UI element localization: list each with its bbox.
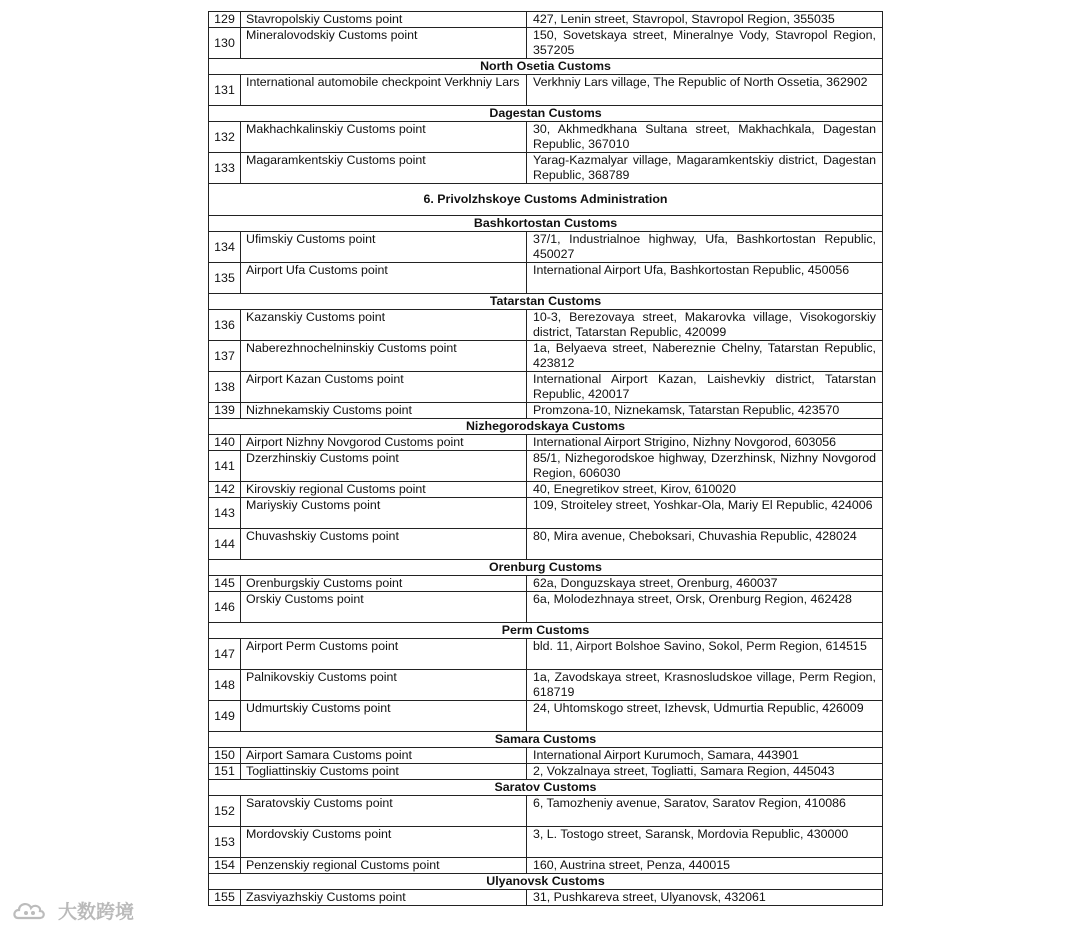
table-row xyxy=(209,28,883,59)
section-heading-row xyxy=(209,419,883,435)
customs-point-name: Togliattinskiy Customs point xyxy=(241,764,527,780)
row-number: 139 xyxy=(209,403,241,419)
customs-point-address: 85/1, Nizhegorodskoe highway, Dzerzhinsk, Nizhny Novgorod Region, 606030 xyxy=(527,451,883,482)
section-heading: Orenburg Customs xyxy=(209,560,883,576)
customs-point-address: 30, Akhmedkhana Sultana street, Makhachkala, Dagestan Republic, 367010 xyxy=(527,122,883,153)
customs-point-name: International automobile checkpoint Verkhniy Lars xyxy=(241,75,527,106)
row-number: 134 xyxy=(209,232,241,263)
table-row xyxy=(209,890,883,906)
customs-point-address: 62a, Donguzskaya street, Orenburg, 460037 xyxy=(527,576,883,592)
customs-point-name: Dzerzhinskiy Customs point xyxy=(241,451,527,482)
customs-point-address: 3, L. Tostogo street, Saransk, Mordovia Republic, 430000 xyxy=(527,827,883,858)
customs-point-name: Makhachkalinskiy Customs point xyxy=(241,122,527,153)
row-number: 148 xyxy=(209,670,241,701)
customs-point-address: International Airport Kazan, Laishevkiy district, Tatarstan Republic, 420017 xyxy=(527,372,883,403)
row-number: 137 xyxy=(209,341,241,372)
customs-point-name: Kirovskiy regional Customs point xyxy=(241,482,527,498)
table-row xyxy=(209,482,883,498)
customs-point-address: International Airport Kurumoch, Samara, 443901 xyxy=(527,748,883,764)
row-number: 151 xyxy=(209,764,241,780)
table-row xyxy=(209,576,883,592)
row-number: 132 xyxy=(209,122,241,153)
customs-point-name: Airport Kazan Customs point xyxy=(241,372,527,403)
section-heading-row xyxy=(209,780,883,796)
customs-point-address: Yarag-Kazmalyar village, Magaramkentskiy district, Dagestan Republic, 368789 xyxy=(527,153,883,184)
row-number: 147 xyxy=(209,639,241,670)
table-row xyxy=(209,451,883,482)
customs-point-address: 109, Stroiteley street, Yoshkar-Ola, Mariy El Republic, 424006 xyxy=(527,498,883,529)
customs-point-name: Airport Nizhny Novgorod Customs point xyxy=(241,435,527,451)
customs-point-name: Airport Samara Customs point xyxy=(241,748,527,764)
customs-point-address: 1a, Zavodskaya street, Krasnosludskoe village, Perm Region, 618719 xyxy=(527,670,883,701)
row-number: 136 xyxy=(209,310,241,341)
customs-point-address: bld. 11, Airport Bolshoe Savino, Sokol, Perm Region, 614515 xyxy=(527,639,883,670)
watermark xyxy=(12,897,134,924)
row-number: 150 xyxy=(209,748,241,764)
section-heading-row xyxy=(209,623,883,639)
row-number: 143 xyxy=(209,498,241,529)
customs-point-name: Penzenskiy regional Customs point xyxy=(241,858,527,874)
customs-point-name: Chuvashskiy Customs point xyxy=(241,529,527,560)
section-heading: Bashkortostan Customs xyxy=(209,216,883,232)
customs-point-name: Magaramkentskiy Customs point xyxy=(241,153,527,184)
table-row xyxy=(209,263,883,294)
table-row xyxy=(209,701,883,732)
customs-point-name: Airport Ufa Customs point xyxy=(241,263,527,294)
customs-point-name: Zasviyazhskiy Customs point xyxy=(241,890,527,906)
customs-point-name: Mariyskiy Customs point xyxy=(241,498,527,529)
customs-point-address: 1a, Belyaeva street, Nabereznie Chelny, Tatarstan Republic, 423812 xyxy=(527,341,883,372)
customs-point-address: 10-3, Berezovaya street, Makarovka village, Visokogorskiy district, Tatarstan Republic, 420099 xyxy=(527,310,883,341)
table-row xyxy=(209,764,883,780)
customs-point-address: Promzona-10, Niznekamsk, Tatarstan Republic, 423570 xyxy=(527,403,883,419)
customs-point-address: 24, Uhtomskogo street, Izhevsk, Udmurtia Republic, 426009 xyxy=(527,701,883,732)
section-heading: Samara Customs xyxy=(209,732,883,748)
table-row xyxy=(209,498,883,529)
section-heading: Ulyanovsk Customs xyxy=(209,874,883,890)
customs-point-address: 150, Sovetskaya street, Mineralnye Vody, Stavropol Region, 357205 xyxy=(527,28,883,59)
row-number: 155 xyxy=(209,890,241,906)
section-heading: Tatarstan Customs xyxy=(209,294,883,310)
section-heading-row xyxy=(209,216,883,232)
customs-point-address: 37/1, Industrialnoe highway, Ufa, Bashkortostan Republic, 450027 xyxy=(527,232,883,263)
section-heading-row xyxy=(209,732,883,748)
table-row xyxy=(209,341,883,372)
customs-point-name: Mordovskiy Customs point xyxy=(241,827,527,858)
row-number: 135 xyxy=(209,263,241,294)
row-number: 141 xyxy=(209,451,241,482)
section-heading-row xyxy=(209,106,883,122)
customs-point-name: Saratovskiy Customs point xyxy=(241,796,527,827)
table-row xyxy=(209,232,883,263)
table-row xyxy=(209,670,883,701)
row-number: 138 xyxy=(209,372,241,403)
customs-point-name: Naberezhnochelninskiy Customs point xyxy=(241,341,527,372)
customs-points-table xyxy=(208,11,883,906)
table-body xyxy=(209,12,883,906)
customs-point-name: Stavropolskiy Customs point xyxy=(241,12,527,28)
administration-heading-row xyxy=(209,184,883,216)
watermark-text: 大数跨境 xyxy=(58,902,135,923)
section-heading-row xyxy=(209,560,883,576)
customs-point-address: 6, Tamozheniy avenue, Saratov, Saratov Region, 410086 xyxy=(527,796,883,827)
section-heading: Perm Customs xyxy=(209,623,883,639)
table-row xyxy=(209,827,883,858)
table-row xyxy=(209,796,883,827)
customs-point-address: 40, Enegretikov street, Kirov, 610020 xyxy=(527,482,883,498)
table-row xyxy=(209,529,883,560)
customs-point-address: Verkhniy Lars village, The Republic of North Ossetia, 362902 xyxy=(527,75,883,106)
table-row xyxy=(209,639,883,670)
row-number: 153 xyxy=(209,827,241,858)
row-number: 149 xyxy=(209,701,241,732)
section-heading: Saratov Customs xyxy=(209,780,883,796)
table-row xyxy=(209,592,883,623)
row-number: 131 xyxy=(209,75,241,106)
customs-point-name: Udmurtskiy Customs point xyxy=(241,701,527,732)
cloud-logo-icon xyxy=(12,898,54,924)
row-number: 129 xyxy=(209,12,241,28)
section-heading: North Osetia Customs xyxy=(209,59,883,75)
table-row xyxy=(209,372,883,403)
row-number: 145 xyxy=(209,576,241,592)
table-row xyxy=(209,310,883,341)
table-row xyxy=(209,403,883,419)
row-number: 133 xyxy=(209,153,241,184)
customs-point-address: 6a, Molodezhnaya street, Orsk, Orenburg Region, 462428 xyxy=(527,592,883,623)
table-row xyxy=(209,12,883,28)
table-row xyxy=(209,858,883,874)
customs-point-name: Orskiy Customs point xyxy=(241,592,527,623)
row-number: 130 xyxy=(209,28,241,59)
row-number: 154 xyxy=(209,858,241,874)
customs-point-address: 2, Vokzalnaya street, Togliatti, Samara Region, 445043 xyxy=(527,764,883,780)
customs-point-name: Mineralovodskiy Customs point xyxy=(241,28,527,59)
customs-point-name: Ufimskiy Customs point xyxy=(241,232,527,263)
table-row xyxy=(209,435,883,451)
customs-point-address: 427, Lenin street, Stavropol, Stavropol Region, 355035 xyxy=(527,12,883,28)
customs-point-address: 80, Mira avenue, Cheboksari, Chuvashia Republic, 428024 xyxy=(527,529,883,560)
section-heading-row xyxy=(209,59,883,75)
table-row xyxy=(209,75,883,106)
row-number: 140 xyxy=(209,435,241,451)
customs-point-address: International Airport Ufa, Bashkortostan Republic, 450056 xyxy=(527,263,883,294)
table-row xyxy=(209,122,883,153)
customs-point-name: Palnikovskiy Customs point xyxy=(241,670,527,701)
section-heading: Dagestan Customs xyxy=(209,106,883,122)
row-number: 144 xyxy=(209,529,241,560)
row-number: 146 xyxy=(209,592,241,623)
table-row xyxy=(209,153,883,184)
customs-point-name: Nizhnekamskiy Customs point xyxy=(241,403,527,419)
section-heading: Nizhegorodskaya Customs xyxy=(209,419,883,435)
table-row xyxy=(209,748,883,764)
customs-point-address: 31, Pushkareva street, Ulyanovsk, 432061 xyxy=(527,890,883,906)
customs-point-name: Kazanskiy Customs point xyxy=(241,310,527,341)
customs-point-address: 160, Austrina street, Penza, 440015 xyxy=(527,858,883,874)
row-number: 152 xyxy=(209,796,241,827)
row-number: 142 xyxy=(209,482,241,498)
customs-point-name: Orenburgskiy Customs point xyxy=(241,576,527,592)
customs-point-name: Airport Perm Customs point xyxy=(241,639,527,670)
section-heading-row xyxy=(209,874,883,890)
section-heading-row xyxy=(209,294,883,310)
customs-point-address: International Airport Strigino, Nizhny Novgorod, 603056 xyxy=(527,435,883,451)
administration-heading: 6. Privolzhskoye Customs Administration xyxy=(209,184,883,216)
